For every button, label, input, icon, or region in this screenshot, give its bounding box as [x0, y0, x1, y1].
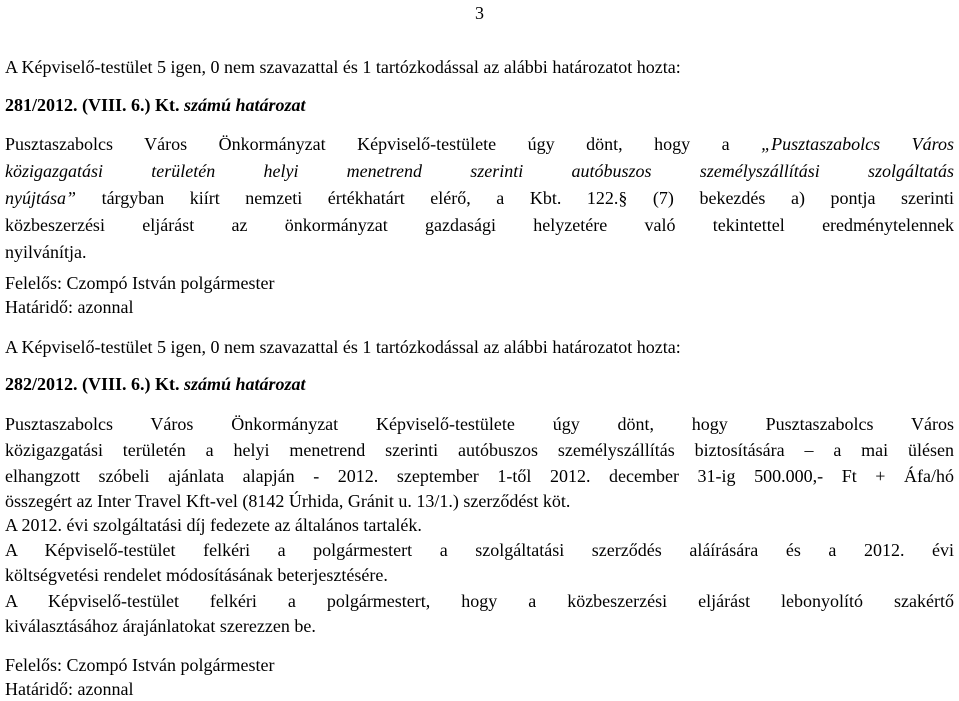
responsible-person: Felelős: Czompó István polgármester [5, 655, 275, 675]
resolution-text: Pusztaszabolcs Város Önkormányzat Képviselő-testülete úgy dönt, hogy a [5, 134, 730, 154]
resolution-body-line: A Képviselő-testület felkéri a polgármestert a szolgáltatási szerződés aláírására és a 2012. évi [5, 540, 954, 560]
resolution-body-line: közigazgatási területén helyi menetrend szerinti autóbuszos személyszállítási szolgáltatás [5, 161, 954, 181]
resolution-body-line [5, 133, 954, 155]
resolution-body-line: költségvetési rendelet módosításának beterjesztésére. [5, 565, 388, 585]
resolution-body-line: közbeszerzési eljárást az önkormányzat gazdasági helyzetére való tekintettel eredménytelennek [5, 215, 954, 235]
resolution-body-line: A 2012. évi szolgáltatási díj fedezete az általános tartalék. [5, 515, 422, 535]
resolution-body-line [5, 187, 954, 209]
resolution-number: 282/2012. (VIII. 6.) Kt. [5, 374, 180, 394]
resolution-subject-italic: nyújtása” [5, 188, 77, 208]
resolution-title [5, 373, 306, 395]
vote-statement: A Képviselő-testület 5 igen, 0 nem szavazattal és 1 tartózkodással az alábbi határozatot hozta: [5, 337, 681, 357]
deadline: Határidő: azonnal [5, 679, 134, 699]
responsible-person: Felelős: Czompó István polgármester [5, 273, 275, 293]
resolution-body-line: elhangzott szóbeli ajánlata alapján - 2012. szeptember 1-től 2012. december 31-ig 500.000,- Ft + Áfa/hó [5, 466, 954, 486]
page-number: 3 [475, 3, 484, 23]
resolution-number: 281/2012. (VIII. 6.) Kt. [5, 95, 180, 115]
resolution-title [5, 94, 306, 116]
vote-statement: A Képviselő-testület 5 igen, 0 nem szavazattal és 1 tartózkodással az alábbi határozatot hozta: [5, 57, 681, 77]
resolution-body-line: összegért az Inter Travel Kft-vel (8142 Úrhida, Gránit u. 13/1.) szerződést köt. [5, 491, 571, 511]
deadline: Határidő: azonnal [5, 297, 134, 317]
resolution-text: tárgyban kiírt nemzeti értékhatárt elérő, a Kbt. 122.§ (7) bekezdés a) pontja szerinti [101, 188, 954, 208]
resolution-body-line: A Képviselő-testület felkéri a polgármestert, hogy a közbeszerzési eljárást lebonyolító szakértő [5, 591, 954, 611]
resolution-body-line: közigazgatási területén a helyi menetrend szerinti autóbuszos személyszállítás biztosítására – a mai ülésen [5, 440, 954, 460]
resolution-body-line: nyilvánítja. [5, 242, 87, 262]
resolution-body-line: Pusztaszabolcs Város Önkormányzat Képviselő-testülete úgy dönt, hogy Pusztaszabolcs Város [5, 414, 954, 434]
resolution-subject-italic: „Pusztaszabolcs Város [761, 134, 955, 154]
resolution-suffix: számú határozat [184, 374, 306, 394]
resolution-suffix: számú határozat [184, 95, 306, 115]
resolution-body-line: kiválasztásához árajánlatokat szerezzen be. [5, 616, 316, 636]
